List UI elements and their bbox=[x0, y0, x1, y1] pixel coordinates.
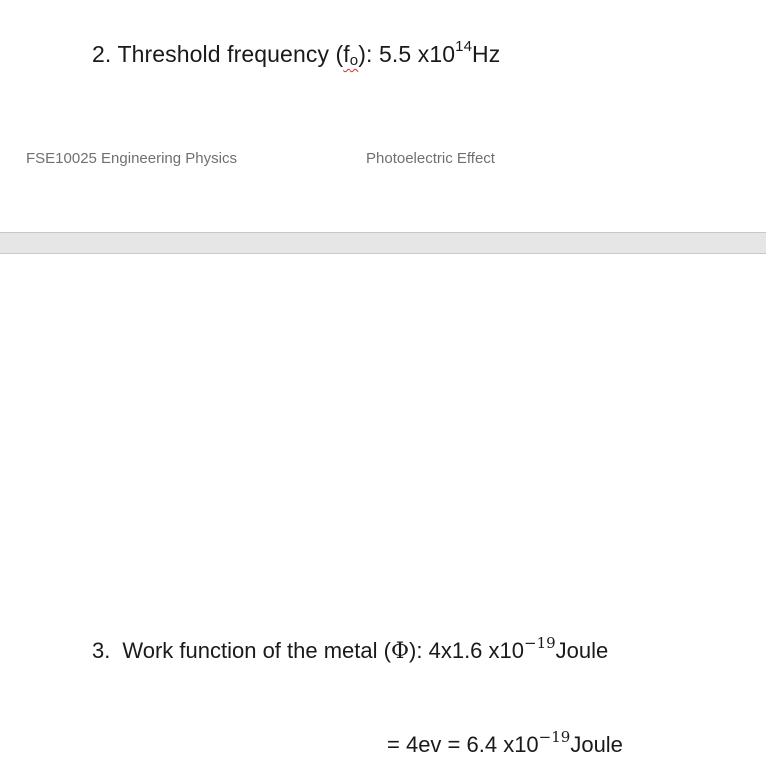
spellcheck-flagged-symbol[interactable] bbox=[343, 41, 358, 67]
frequency-unit: Hz bbox=[472, 41, 501, 67]
item-label: Threshold frequency ( bbox=[117, 41, 344, 67]
work-function-exponent: −19 bbox=[524, 633, 556, 652]
symbol-close: ): bbox=[409, 638, 423, 663]
frequency-value: 5.5 x10 bbox=[379, 41, 456, 67]
frequency-exponent: 14 bbox=[455, 38, 473, 56]
symbol-subscript: o bbox=[349, 52, 359, 69]
item-number: 2. bbox=[92, 41, 112, 67]
item-number: 3. bbox=[92, 638, 111, 663]
work-function-equivalence-line bbox=[387, 727, 623, 758]
item-label: Work function of the metal ( bbox=[122, 638, 391, 663]
page-break-separator bbox=[0, 232, 766, 254]
phi-symbol: Φ bbox=[390, 639, 410, 664]
footer-topic-title: Photoelectric Effect bbox=[366, 150, 495, 167]
threshold-frequency-line bbox=[92, 38, 501, 69]
symbol-f: f bbox=[343, 41, 350, 67]
work-function-value: 4x1.6 x10 bbox=[428, 638, 524, 663]
work-function-line bbox=[92, 633, 609, 664]
equivalence-value: = 4ev = 6.4 x10 bbox=[387, 732, 539, 757]
work-function-unit: Joule bbox=[555, 638, 609, 663]
equivalence-exponent: −19 bbox=[538, 727, 571, 746]
equivalence-unit: Joule bbox=[570, 732, 623, 757]
symbol-close: ): bbox=[358, 41, 373, 67]
footer-course-title: FSE10025 Engineering Physics bbox=[26, 150, 237, 167]
